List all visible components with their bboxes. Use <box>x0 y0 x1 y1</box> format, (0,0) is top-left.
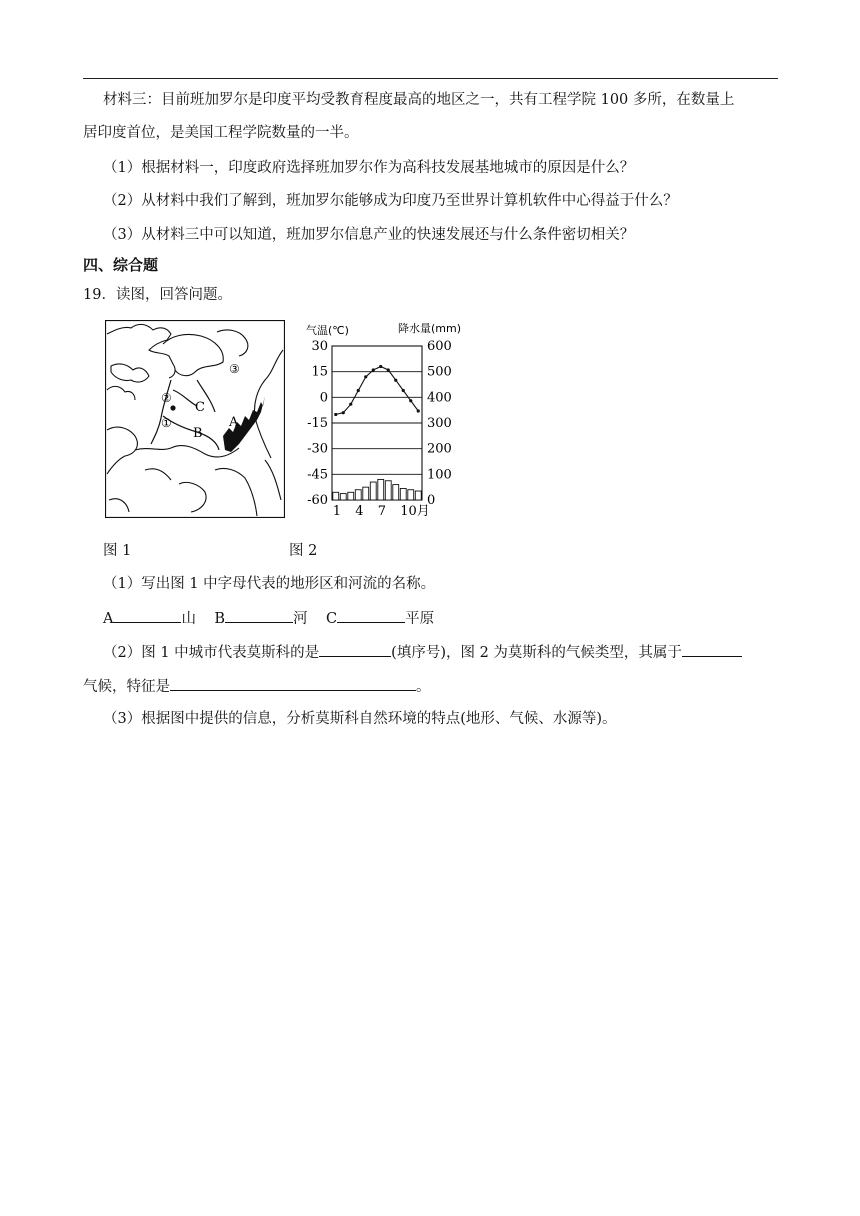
answer-blank-city[interactable] <box>319 641 391 657</box>
map-label-C: C <box>195 400 205 415</box>
precip-tick-label: 400 <box>427 390 452 406</box>
temperature-tick-label: -30 <box>307 441 328 457</box>
temperature-point <box>387 368 390 371</box>
temperature-point <box>372 368 375 371</box>
blank-c-suffix: 平原 <box>405 611 435 627</box>
temperature-point <box>334 413 337 416</box>
chart-right-axis-label: 降水量(mm) <box>398 322 462 335</box>
month-tick-label: 10月 <box>400 504 430 519</box>
precip-tick-label: 100 <box>427 467 452 483</box>
material3-line2: 居印度首位，是美国工程学院数量的一半。 <box>83 125 359 141</box>
precip-bar <box>408 490 414 500</box>
precip-tick-label: 200 <box>427 441 452 457</box>
temperature-tick-label: 0 <box>319 390 328 406</box>
section-heading: 四、综合题 <box>83 256 159 274</box>
answer-blank-climate[interactable] <box>682 641 742 657</box>
q19-sub2-line2 <box>83 675 431 697</box>
top-rule <box>83 78 778 79</box>
precip-bar <box>415 491 421 500</box>
blank-a-suffix: 山 <box>181 611 196 627</box>
material3-line1: 材料三：目前班加罗尔是印度平均受教育程度最高的地区之一，共有工程学院 100 多所，在数量上 <box>103 92 735 108</box>
q18-sub1: （1）根据材料一，印度政府选择班加罗尔作为高科技发展基地城市的原因是什么？ <box>103 160 635 176</box>
q19-sub1-blanks <box>103 607 434 629</box>
answer-blank-c[interactable] <box>337 607 405 623</box>
precip-bar <box>355 490 361 500</box>
q19-stem: 19．读图，回答问题。 <box>83 287 232 303</box>
temperature-point <box>409 399 412 402</box>
temperature-point <box>342 411 345 414</box>
month-tick-label: 7 <box>377 504 387 519</box>
answer-blank-feature[interactable] <box>170 675 416 691</box>
month-tick-label: 1 <box>332 504 342 519</box>
precip-bar <box>385 481 391 500</box>
map-label-2: ② <box>161 391 172 405</box>
q19-sub2-part4: 。 <box>416 679 431 695</box>
q18-sub3: （3）从材料三中可以知道，班加罗尔信息产业的快速发展还与什么条件密切相关？ <box>103 227 635 243</box>
answer-blank-b[interactable] <box>225 607 293 623</box>
temperature-point <box>417 409 420 412</box>
precip-bar <box>363 487 369 500</box>
chart-left-axis-label: 气温(℃) <box>306 324 349 337</box>
q19-sub2-part3: 气候，特征是 <box>83 679 170 695</box>
city-dot-2 <box>170 405 175 410</box>
temperature-tick-label: 15 <box>311 364 328 380</box>
precip-bar <box>393 485 399 500</box>
precip-bar <box>348 492 354 500</box>
fig2-caption: 图 2 <box>289 543 318 559</box>
precip-bar <box>340 494 346 500</box>
precip-tick-label: 600 <box>427 339 452 354</box>
map-label-3: ③ <box>229 362 240 376</box>
precip-bar <box>333 492 339 500</box>
temperature-point <box>402 389 405 392</box>
map-figure <box>105 320 285 518</box>
q19-sub1: （1）写出图 1 中字母代表的地形区和河流的名称。 <box>103 576 436 592</box>
fig1-caption: 图 1 <box>103 543 132 559</box>
blank-c-prefix: C <box>326 611 338 627</box>
temperature-tick-label: -45 <box>307 467 328 483</box>
blank-b-suffix: 河 <box>293 611 308 627</box>
temperature-point <box>349 403 352 406</box>
climate-chart <box>298 318 480 524</box>
q19-sub2-part2: (填序号)，图 2 为莫斯科的气候类型，其属于 <box>391 645 682 661</box>
precip-bar <box>378 479 384 500</box>
map-label-B: B <box>193 426 203 441</box>
blank-a-prefix: A <box>103 611 114 627</box>
temperature-point <box>379 365 382 368</box>
temperature-point <box>394 379 397 382</box>
temperature-point <box>364 375 367 378</box>
precip-tick-label: 0 <box>427 493 436 508</box>
q19-sub2-part1: （2）图 1 中城市代表莫斯科的是 <box>103 645 320 661</box>
q19-sub2-line1 <box>103 641 742 663</box>
q19-sub3: （3）根据图中提供的信息，分析莫斯科自然环境的特点(地形、气候、水源等)。 <box>103 711 617 727</box>
precip-bar <box>370 482 376 500</box>
temperature-tick-label: -60 <box>307 493 328 508</box>
month-tick-label: 4 <box>355 504 364 519</box>
map-label-A: A <box>229 415 239 430</box>
temperature-point <box>357 389 360 392</box>
temperature-tick-label: 30 <box>311 339 328 354</box>
precip-tick-label: 300 <box>427 416 452 431</box>
precip-tick-label: 500 <box>427 364 452 380</box>
blank-b-prefix: B <box>214 611 226 627</box>
precip-bar <box>400 488 406 500</box>
temperature-tick-label: -15 <box>307 416 328 431</box>
answer-blank-a[interactable] <box>113 607 181 623</box>
q18-sub2: （2）从材料中我们了解到，班加罗尔能够成为印度乃至世界计算机软件中心得益于什么？ <box>103 193 678 209</box>
map-label-1: ① <box>161 416 172 430</box>
